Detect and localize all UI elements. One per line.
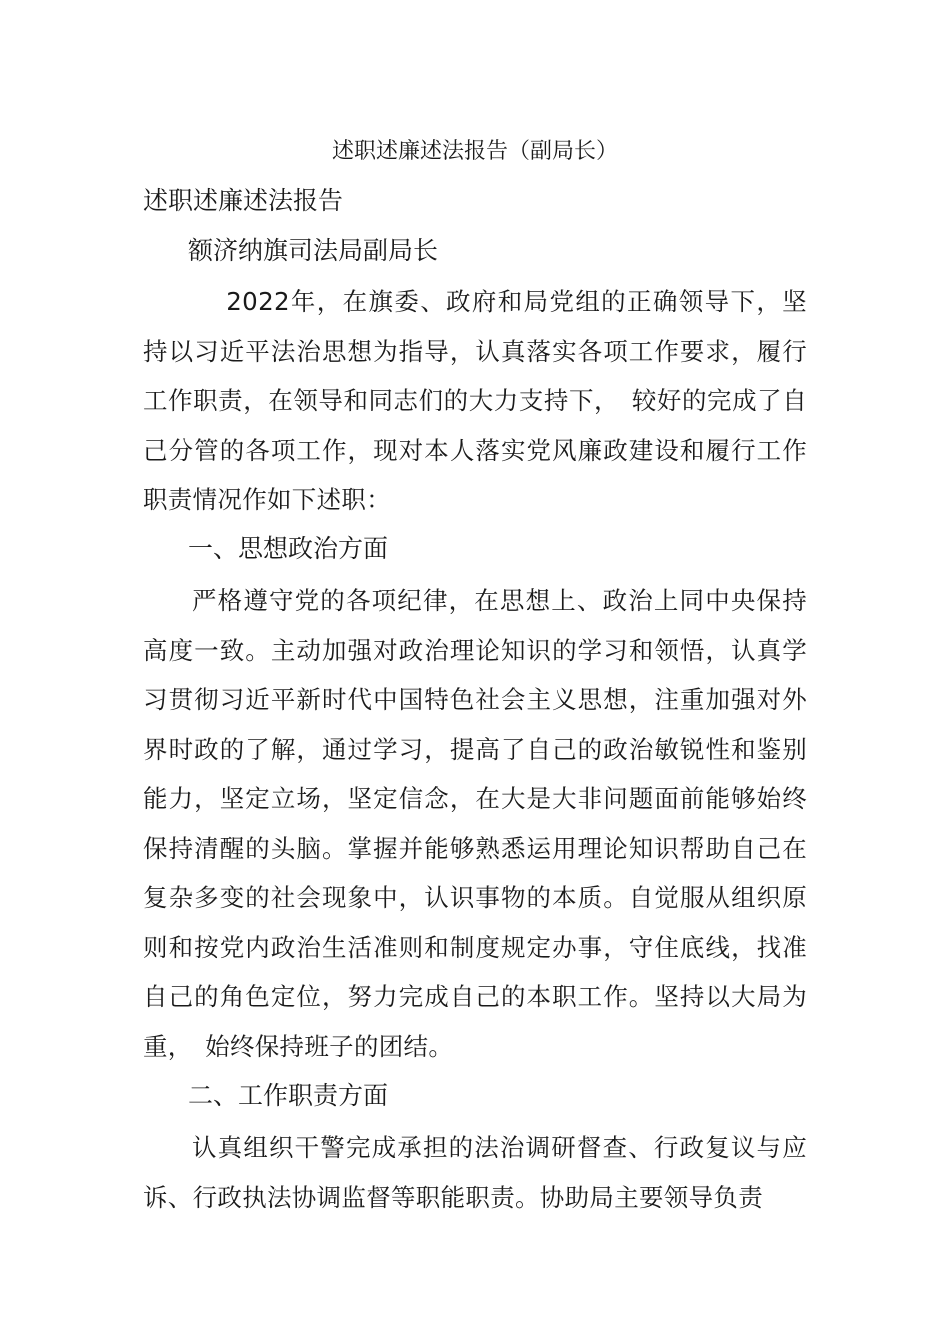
section-1-title: 一、思想政治方面 [188,534,389,563]
document-title: 述职述廉述法报告（副局长） [331,139,618,164]
intro-paragraph: 2022年，在旗委、政府和局党组的正确领导下，坚持以习近平法治思想为指导，认真落实各项工作要求，履行工作职责，在领导和同志们的大力支持下， 较好的完成了自己分管的各项工作，现对本人落实党风廉政建设和履行工作职责情况作如下述职： [143,287,807,514]
section-2-title: 二、工作职责方面 [188,1081,389,1110]
section-2-paragraph: 认真组织干警完成承担的法治调研督查、行政复议与应诉、行政执法协调监督等职能职责。协助局主要领导负责 [143,1133,807,1212]
report-heading: 述职述廉述法报告 [143,186,344,215]
section-1-paragraph: 严格遵守党的各项纪律，在思想上、政治上同中央保持高度一致。主动加强对政治理论知识的学习和领悟，认真学习贯彻习近平新时代中国特色社会主义思想，注重加强对外界时政的了解，通过学习，提高了自己的政治敏锐性和鉴别能力，坚定立场，坚定信念，在大是大非问题面前能够始终保持清醒的头脑。掌握并能够熟悉运用理论知识帮助自己在复杂多变的社会现象中，认识事物的本质。自觉服从组织原则和按党内政治生活准则和制度规定办事，守住底线，找准自己的角色定位，努力完成自己的本职工作。坚持以大局为重， 始终保持班子的团结。 [143,586,807,1061]
author-line: 额济纳旗司法局副局长 [188,236,439,265]
